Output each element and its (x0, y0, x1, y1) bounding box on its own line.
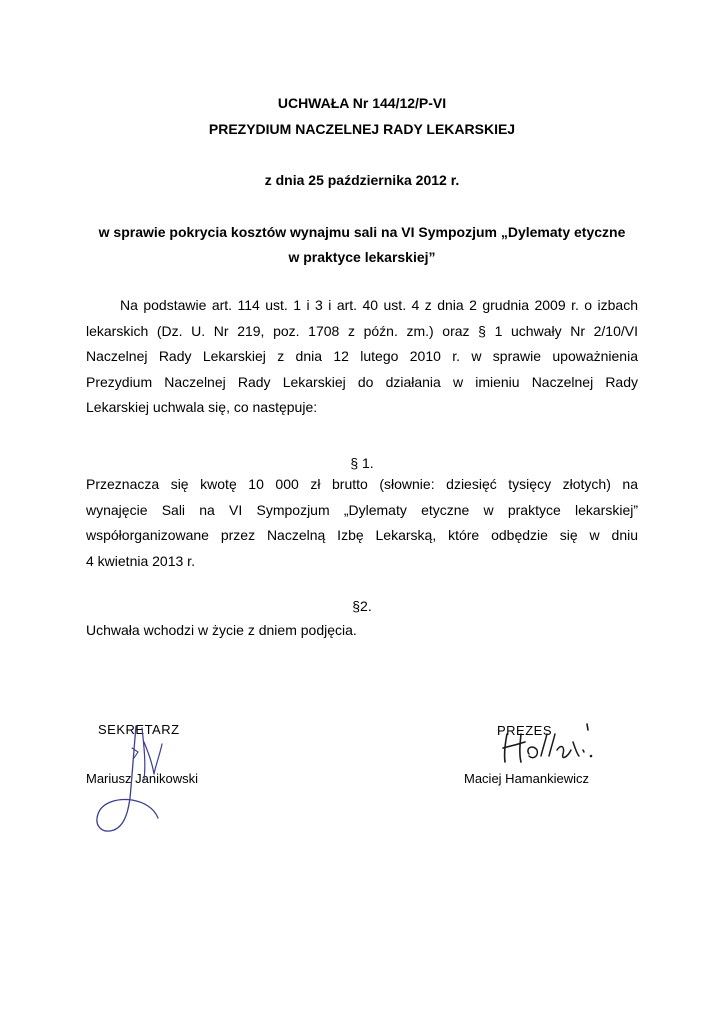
president-name: Maciej Hamankiewicz (464, 771, 589, 786)
secretary-role-label: SEKRETARZ (98, 722, 180, 737)
text-line: Lekarskiej uchwala się, co następuje: (86, 399, 318, 415)
resolution-number: UCHWAŁA Nr 144/12/P-VI (277, 95, 447, 111)
text-line: Przeznacza się kwotę 10 000 zł brutto (słownie: dziesięć tysięcy złotych) na (86, 476, 638, 492)
secretary-signature-scribble (84, 718, 194, 836)
subject-line: w sprawie pokrycia kosztów wynajmu sali na VI Sympozjum „Dylematy etyczne (98, 224, 626, 240)
issuing-body: PREZYDIUM NACZELNEJ RADY LEKARSKIEJ (208, 121, 516, 137)
text-line: 4 kwietnia 2013 r. (86, 552, 195, 569)
section-2-text: Uchwała wchodzi w życie z dniem podjęcia. (86, 622, 357, 638)
legal-basis-paragraph (86, 293, 638, 421)
president-role-label: PREZES (497, 723, 553, 738)
secretary-name: Mariusz Janikowski (86, 771, 198, 786)
section-2-mark: §2. (352, 598, 372, 614)
text-line: Na podstawie art. 114 ust. 1 i 3 i art. 40 ust. 4 z dnia 2 grudnia 2009 r. o izbach (120, 297, 638, 313)
resolution-subject (86, 220, 638, 270)
section-1-text (86, 472, 638, 574)
text-line: Naczelnej Rady Lekarskiej z dnia 12 lutego 2010 r. w sprawie upoważnienia (86, 348, 638, 364)
subject-line: w praktyce lekarskiej” (288, 249, 436, 265)
text-line: współorganizowane przez Naczelną Izbę Lekarską, które odbędzie się w dniu (86, 527, 638, 543)
resolution-date: z dnia 25 października 2012 r. (264, 172, 460, 188)
text-line: Prezydium Naczelnej Rady Lekarskiej do działania w imieniu Naczelnej Rady (86, 373, 638, 390)
section-1-mark: § 1. (350, 455, 374, 471)
president-signature-scribble (495, 720, 615, 770)
text-line: wynajęcie Sali na VI Sympozjum „Dylematy etyczne w praktyce lekarskiej” (86, 501, 638, 518)
text-line: lekarskich (Dz. U. Nr 219, poz. 1708 z późn. zm.) oraz § 1 uchwały Nr 2/10/VI (86, 322, 638, 339)
